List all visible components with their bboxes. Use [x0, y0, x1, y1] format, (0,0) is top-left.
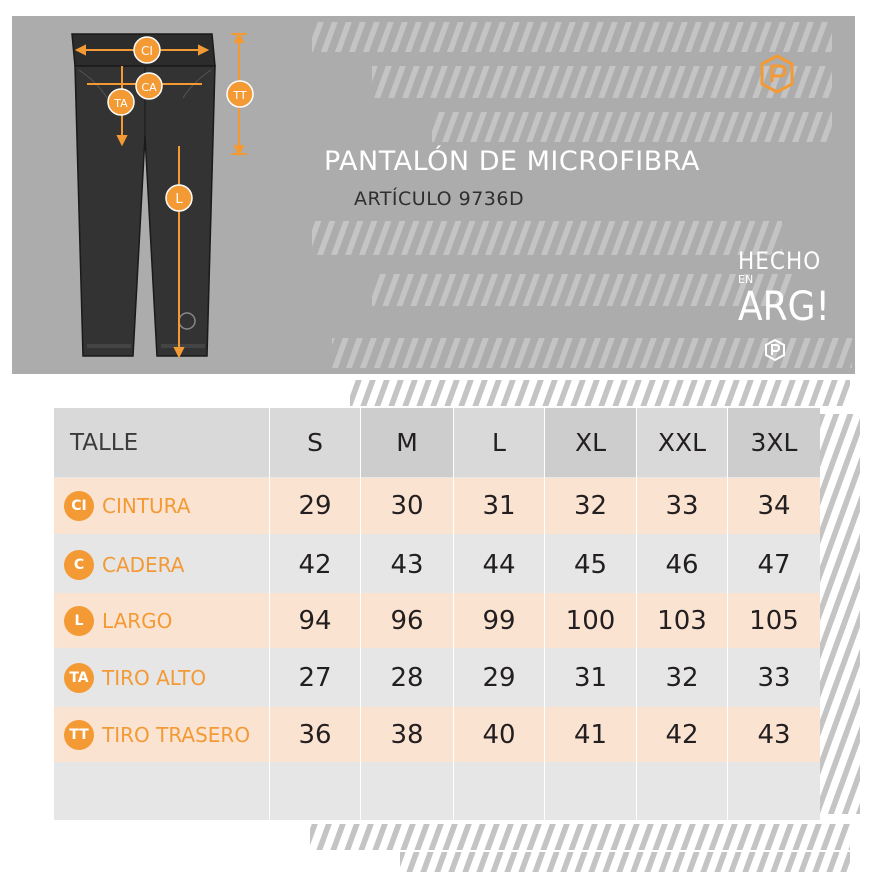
- row-label: [54, 650, 269, 705]
- diagram-label-l: L: [175, 192, 183, 207]
- row-label: [54, 537, 269, 592]
- product-subtitle: ARTÍCULO 9736D: [354, 188, 525, 210]
- size-header-s: S: [307, 428, 323, 457]
- table-row: [54, 707, 820, 762]
- row-label-text: CADERA: [102, 552, 185, 577]
- column-divider: [544, 408, 545, 820]
- table-cell: 47: [757, 549, 791, 580]
- diagram-label-ci: CI: [141, 44, 153, 58]
- table-cell: 94: [298, 605, 332, 636]
- table-cell: 42: [298, 549, 332, 580]
- column-divider: [269, 408, 270, 820]
- talle-header: TALLE: [70, 429, 139, 456]
- table-cell: 45: [573, 549, 608, 580]
- brand-logo-icon: [759, 54, 795, 94]
- row-label-text: TIRO ALTO: [102, 665, 207, 690]
- small-brand-logo-icon: [764, 338, 786, 362]
- table-cell: 31: [573, 662, 608, 693]
- table-cell: 31: [482, 491, 516, 521]
- table-cell: 32: [573, 491, 608, 521]
- diagram-label-ca: CA: [141, 81, 157, 94]
- table-cell: 32: [665, 662, 699, 693]
- table-cell: 103: [657, 605, 707, 636]
- product-title: PANTALÓN DE MICROFIBRA: [324, 146, 700, 177]
- table-cell: 30: [390, 491, 424, 521]
- row-badge: C: [64, 550, 94, 580]
- column-divider: [636, 408, 637, 820]
- size-header-3xl: 3XL: [728, 408, 820, 477]
- badge-en: EN: [738, 273, 754, 286]
- badge-hecho: HECHO: [738, 247, 822, 275]
- table-cell: 43: [757, 719, 791, 750]
- row-label-text: CINTURA: [102, 494, 191, 518]
- size-header-xxl: XXL: [657, 428, 707, 457]
- table-cell: 40: [482, 719, 516, 750]
- table-cell: 99: [482, 605, 516, 636]
- row-label: [54, 707, 269, 762]
- table-cell: 38: [390, 719, 424, 750]
- bottom-stripes-decoration: [300, 818, 860, 873]
- row-badge: CI: [64, 491, 94, 521]
- diagram-label-ta: TA: [114, 97, 128, 110]
- hero-banner: [12, 16, 855, 374]
- column-divider: [360, 408, 361, 820]
- table-cell: 36: [298, 719, 332, 750]
- table-row: [54, 593, 820, 648]
- table-cell: 27: [298, 662, 332, 693]
- table-cell: 29: [482, 662, 516, 693]
- row-label: [54, 478, 269, 534]
- table-cell: 33: [757, 662, 791, 693]
- row-badge: TT: [64, 720, 94, 750]
- column-divider: [727, 408, 728, 820]
- size-header-m: M: [361, 408, 453, 477]
- table-cell: 105: [749, 605, 799, 636]
- table-cell: 33: [665, 491, 699, 521]
- row-label-text: TIRO TRASERO: [102, 722, 251, 747]
- table-cell: 43: [390, 549, 424, 580]
- size-table: [54, 408, 820, 820]
- table-row: [54, 478, 820, 534]
- row-label-text: LARGO: [102, 608, 173, 633]
- table-row: [54, 537, 820, 592]
- row-badge: L: [64, 606, 94, 636]
- pants-diagram: [67, 26, 267, 371]
- table-cell: 29: [298, 491, 332, 521]
- table-cell: 34: [757, 491, 791, 521]
- row-badge: TA: [64, 663, 94, 693]
- badge-arg: ARG!: [738, 284, 830, 330]
- made-in-argentina-badge: [738, 248, 830, 328]
- row-label: [54, 593, 269, 648]
- diagram-label-tt: TT: [233, 89, 247, 102]
- table-cell: 100: [565, 605, 616, 636]
- table-header-row: [54, 408, 820, 477]
- table-cell: 42: [665, 719, 699, 750]
- table-row: [54, 650, 820, 705]
- table-cell: 41: [573, 719, 608, 750]
- table-cell: 46: [665, 549, 699, 580]
- table-cell: 28: [390, 662, 424, 693]
- table-cell: 96: [390, 605, 424, 636]
- table-empty-row: [54, 764, 820, 820]
- table-cell: 44: [482, 549, 516, 580]
- size-header-l: L: [492, 428, 506, 457]
- column-divider: [453, 408, 454, 820]
- size-header-xl: XL: [545, 408, 636, 477]
